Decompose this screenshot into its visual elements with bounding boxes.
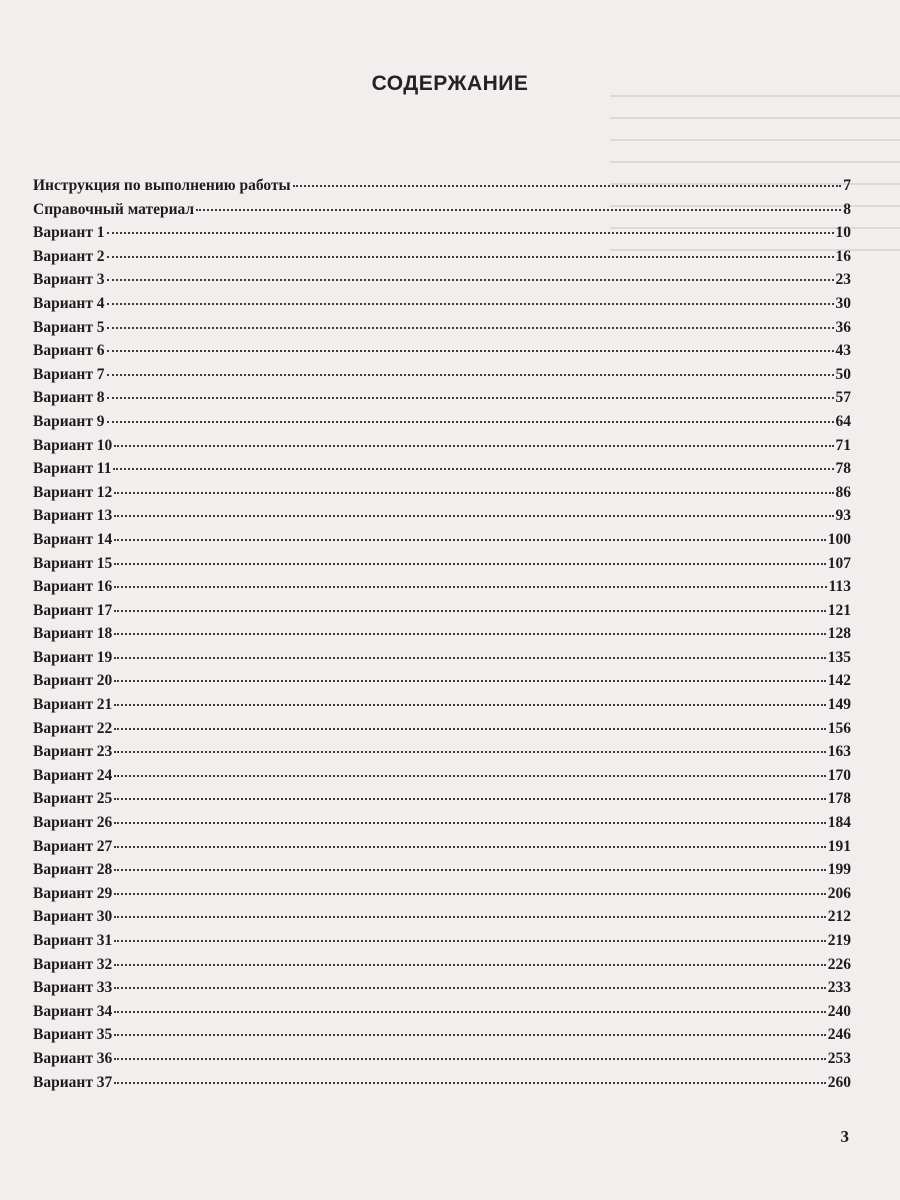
toc-entry	[33, 437, 851, 461]
dot-leader	[114, 445, 833, 447]
toc-entry	[33, 555, 851, 579]
dot-leader	[114, 728, 825, 730]
toc-entry	[33, 460, 851, 484]
toc-entry-page: 7	[843, 177, 851, 194]
toc-entry	[33, 413, 851, 437]
toc-entry	[33, 177, 851, 201]
toc-entry-label: Вариант 25	[33, 790, 113, 808]
toc-entry-label: Вариант 12	[33, 483, 113, 501]
dot-leader	[114, 704, 825, 706]
toc-entry-label: Вариант 29	[33, 884, 113, 902]
toc-entry	[33, 248, 851, 272]
toc-entry	[33, 908, 851, 932]
toc-entry-label: Вариант 28	[33, 861, 113, 879]
toc-entry	[33, 342, 851, 366]
toc-entry-label: Вариант 10	[33, 436, 113, 454]
dot-leader	[114, 680, 825, 682]
toc-entry-label: Инструкция по выполнению работы	[33, 177, 291, 194]
toc-entry-page: 57	[835, 389, 851, 407]
toc-entry-label: Вариант 22	[33, 719, 113, 737]
toc-entry	[33, 861, 851, 885]
toc-entry	[33, 932, 851, 956]
toc-entry	[33, 814, 851, 838]
toc-entry-label: Вариант 3	[33, 271, 105, 289]
toc-entry	[33, 389, 851, 413]
toc-entry-page: 86	[835, 483, 851, 501]
toc-entry-label: Вариант 6	[33, 342, 105, 360]
toc-entry-page: 253	[827, 1049, 851, 1067]
toc-entry-label: Вариант 35	[33, 1026, 113, 1044]
dot-leader	[114, 987, 825, 989]
toc-entry-page: 178	[827, 790, 851, 808]
toc-entry-label: Вариант 37	[33, 1073, 113, 1091]
toc-entry-page: 64	[835, 412, 851, 430]
toc-entry-page: 142	[827, 672, 851, 690]
toc-entry-page: 71	[835, 436, 851, 454]
dot-leader	[196, 209, 841, 211]
dot-leader	[293, 185, 842, 187]
toc-entry-label: Вариант 1	[33, 224, 105, 242]
dot-leader	[107, 256, 834, 258]
toc-entry-page: 246	[827, 1026, 851, 1044]
toc-entry-label: Вариант 5	[33, 318, 105, 336]
toc-entry-page: 113	[828, 578, 851, 596]
toc-entry-page: 135	[827, 648, 851, 666]
toc-entry	[33, 1026, 851, 1050]
toc-entry-label: Вариант 26	[33, 814, 113, 832]
toc-entry-page: 199	[827, 861, 851, 879]
toc-entry-page: 240	[827, 1002, 851, 1020]
toc-entry	[33, 625, 851, 649]
dot-leader	[114, 586, 826, 588]
dot-leader	[107, 350, 834, 352]
toc-entry	[33, 956, 851, 980]
toc-entry	[33, 507, 851, 531]
dot-leader	[114, 798, 825, 800]
toc-entry	[33, 720, 851, 744]
page-number: 3	[840, 1127, 849, 1146]
toc-entry-page: 163	[827, 743, 851, 761]
dot-leader	[114, 846, 825, 848]
dot-leader	[113, 468, 833, 470]
toc-entry-label: Вариант 32	[33, 955, 113, 973]
toc-entry-page: 191	[827, 837, 851, 855]
toc-entry-page: 8	[843, 200, 851, 218]
toc-entry	[33, 696, 851, 720]
toc-entry	[33, 790, 851, 814]
toc-entry	[33, 1074, 851, 1098]
table-of-contents	[33, 177, 851, 1097]
toc-entry	[33, 672, 851, 696]
toc-entry	[33, 1050, 851, 1074]
toc-entry-page: 170	[827, 766, 851, 784]
toc-entry	[33, 743, 851, 767]
toc-entry	[33, 366, 851, 390]
toc-entry-page: 16	[835, 247, 851, 265]
toc-entry-label: Вариант 34	[33, 1002, 113, 1020]
toc-entry-label: Вариант 17	[33, 601, 113, 619]
toc-entry-label: Вариант 36	[33, 1049, 113, 1067]
toc-entry-label: Вариант 30	[33, 908, 113, 926]
toc-entry-label: Вариант 20	[33, 672, 113, 690]
dot-leader	[114, 869, 825, 871]
toc-entry-label: Вариант 33	[33, 979, 113, 997]
toc-entry-page: 212	[827, 908, 851, 926]
toc-entry	[33, 295, 851, 319]
toc-entry	[33, 578, 851, 602]
toc-entry-page: 184	[827, 814, 851, 832]
toc-entry	[33, 484, 851, 508]
toc-entry-page: 78	[835, 460, 851, 478]
toc-entry-page: 121	[827, 601, 851, 619]
toc-entry-label: Вариант 4	[33, 294, 105, 312]
dot-leader	[114, 633, 825, 635]
dot-leader	[114, 1034, 825, 1036]
dot-leader	[114, 1082, 825, 1084]
toc-entry-label: Вариант 16	[33, 578, 113, 596]
toc-entry-label: Вариант 21	[33, 696, 113, 714]
toc-entry-label: Вариант 9	[33, 412, 105, 430]
page-title: СОДЕРЖАНИЕ	[371, 72, 529, 95]
dot-leader	[107, 374, 834, 376]
toc-entry-page: 128	[827, 625, 851, 643]
toc-entry	[33, 1003, 851, 1027]
toc-entry	[33, 649, 851, 673]
toc-entry-label: Вариант 18	[33, 625, 113, 643]
toc-entry	[33, 271, 851, 295]
toc-entry-label: Вариант 24	[33, 766, 113, 784]
toc-entry-page: 260	[827, 1073, 851, 1091]
toc-entry	[33, 838, 851, 862]
toc-entry-page: 107	[827, 554, 851, 572]
toc-entry	[33, 602, 851, 626]
toc-entry	[33, 767, 851, 791]
toc-entry	[33, 319, 851, 343]
toc-entry-label: Вариант 19	[33, 648, 113, 666]
dot-leader	[107, 327, 834, 329]
toc-entry-label: Вариант 11	[33, 460, 112, 478]
dot-leader	[107, 279, 834, 281]
dot-leader	[114, 775, 825, 777]
dot-leader	[114, 492, 833, 494]
dot-leader	[107, 421, 834, 423]
toc-entry	[33, 531, 851, 555]
dot-leader	[114, 610, 825, 612]
dot-leader	[107, 232, 834, 234]
toc-entry-page: 36	[835, 318, 851, 336]
toc-entry	[33, 979, 851, 1003]
toc-entry-page: 156	[827, 719, 851, 737]
dot-leader	[114, 893, 825, 895]
toc-entry-label: Вариант 14	[33, 530, 113, 548]
dot-leader	[114, 751, 825, 753]
dot-leader	[114, 1011, 825, 1013]
toc-entry-label: Справочный материал	[33, 200, 195, 218]
toc-entry-label: Вариант 31	[33, 932, 113, 949]
toc-entry-page: 226	[827, 955, 851, 973]
toc-entry-page: 149	[827, 696, 851, 714]
toc-entry-page: 233	[827, 979, 851, 997]
toc-entry-label: Вариант 7	[33, 365, 105, 383]
dot-leader	[107, 397, 834, 399]
dot-leader	[114, 916, 825, 918]
toc-entry-page: 23	[835, 271, 851, 289]
toc-entry-label: Вариант 15	[33, 554, 113, 572]
toc-entry-page: 206	[827, 884, 851, 902]
toc-entry-label: Вариант 23	[33, 743, 113, 761]
toc-entry-page: 93	[835, 507, 851, 525]
toc-entry-label: Вариант 13	[33, 507, 113, 525]
dot-leader	[114, 563, 825, 565]
dot-leader	[114, 1058, 825, 1060]
dot-leader	[114, 515, 833, 517]
dot-leader	[114, 822, 825, 824]
toc-entry	[33, 224, 851, 248]
toc-entry-page: 219	[827, 932, 851, 949]
dot-leader	[114, 940, 825, 942]
toc-entry	[33, 885, 851, 909]
toc-entry-page: 30	[835, 294, 851, 312]
dot-leader	[107, 303, 834, 305]
toc-entry-label: Вариант 2	[33, 247, 105, 265]
dot-leader	[114, 657, 825, 659]
toc-entry-label: Вариант 8	[33, 389, 105, 407]
dot-leader	[114, 539, 825, 541]
toc-entry-page: 10	[835, 224, 851, 242]
toc-entry-label: Вариант 27	[33, 837, 113, 855]
toc-entry-page: 43	[835, 342, 851, 360]
toc-entry-page: 100	[827, 530, 851, 548]
toc-entry-page: 50	[835, 365, 851, 383]
toc-entry	[33, 201, 851, 225]
dot-leader	[114, 964, 825, 966]
